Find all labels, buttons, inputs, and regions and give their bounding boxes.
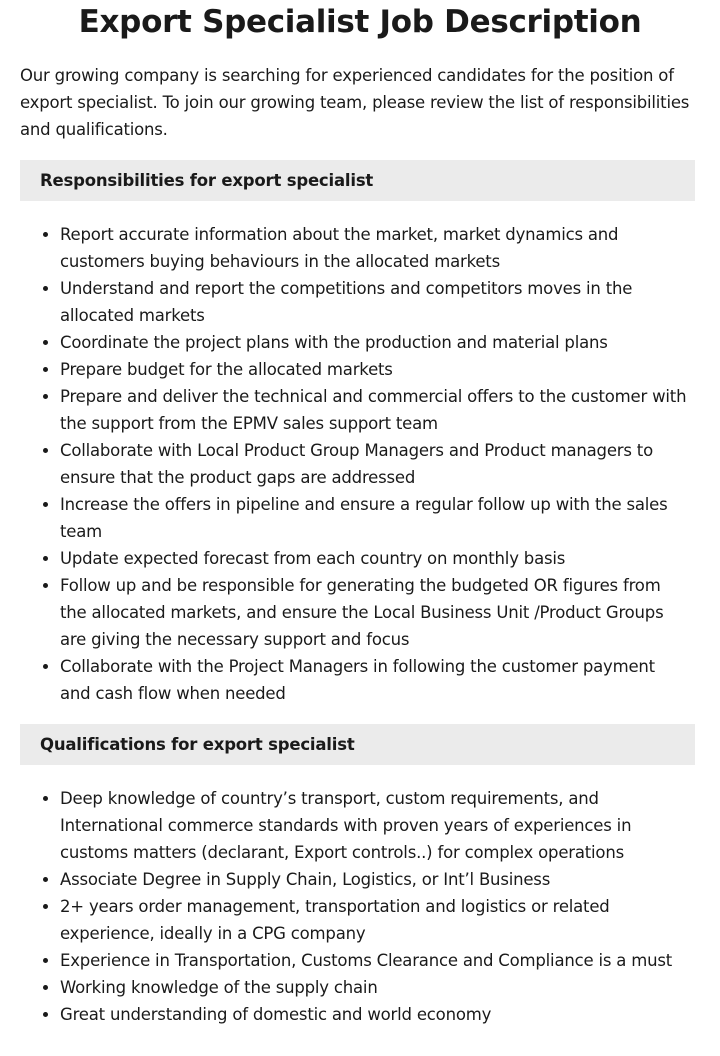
list-item: • Collaborate with the Project Managers in following the customer payment and cash flow when needed	[60, 653, 700, 707]
responsibilities-heading: Responsibilities for export specialist	[20, 160, 695, 201]
intro-paragraph: Our growing company is searching for experienced candidates for the position of export specialist. To join our growing team, please review the list of responsibilities and qualifications.	[20, 66, 690, 139]
responsibilities-list	[0, 221, 700, 707]
qualifications-list	[0, 785, 700, 1028]
page-title: Export Specialist Job Description	[78, 4, 642, 40]
list-item: • Working knowledge of the supply chain	[60, 974, 700, 1001]
list-item: • Collaborate with Local Product Group Managers and Product managers to ensure that the product gaps are addressed	[60, 437, 700, 491]
list-item: • Increase the offers in pipeline and ensure a regular follow up with the sales team	[60, 491, 700, 545]
list-item: • Report accurate information about the market, market dynamics and customers buying behaviours in the allocated markets	[60, 221, 700, 275]
list-item: • Associate Degree in Supply Chain, Logistics, or Int’l Business	[60, 866, 700, 893]
list-item: • Update expected forecast from each country on monthly basis	[60, 545, 700, 572]
list-item: • Prepare and deliver the technical and commercial offers to the customer with the support from the EPMV sales support team	[60, 383, 700, 437]
list-item: • Coordinate the project plans with the production and material plans	[60, 329, 700, 356]
list-item: • Experience in Transportation, Customs Clearance and Compliance is a must	[60, 947, 700, 974]
list-item: • 2+ years order management, transportation and logistics or related experience, ideally in a CPG company	[60, 893, 700, 947]
list-item: • Prepare budget for the allocated markets	[60, 356, 700, 383]
list-item: • Understand and report the competitions and competitors moves in the allocated markets	[60, 275, 700, 329]
qualifications-heading: Qualifications for export specialist	[20, 724, 695, 765]
list-item: • Deep knowledge of country’s transport, custom requirements, and International commerce standards with proven years of experiences in customs matters (declarant, Export controls..) for complex operations	[60, 785, 700, 866]
list-item: • Follow up and be responsible for generating the budgeted OR figures from the allocated markets, and ensure the Local Business Unit /Product Groups are giving the necessary support and focus	[60, 572, 700, 653]
list-item: • Great understanding of domestic and world economy	[60, 1001, 700, 1028]
